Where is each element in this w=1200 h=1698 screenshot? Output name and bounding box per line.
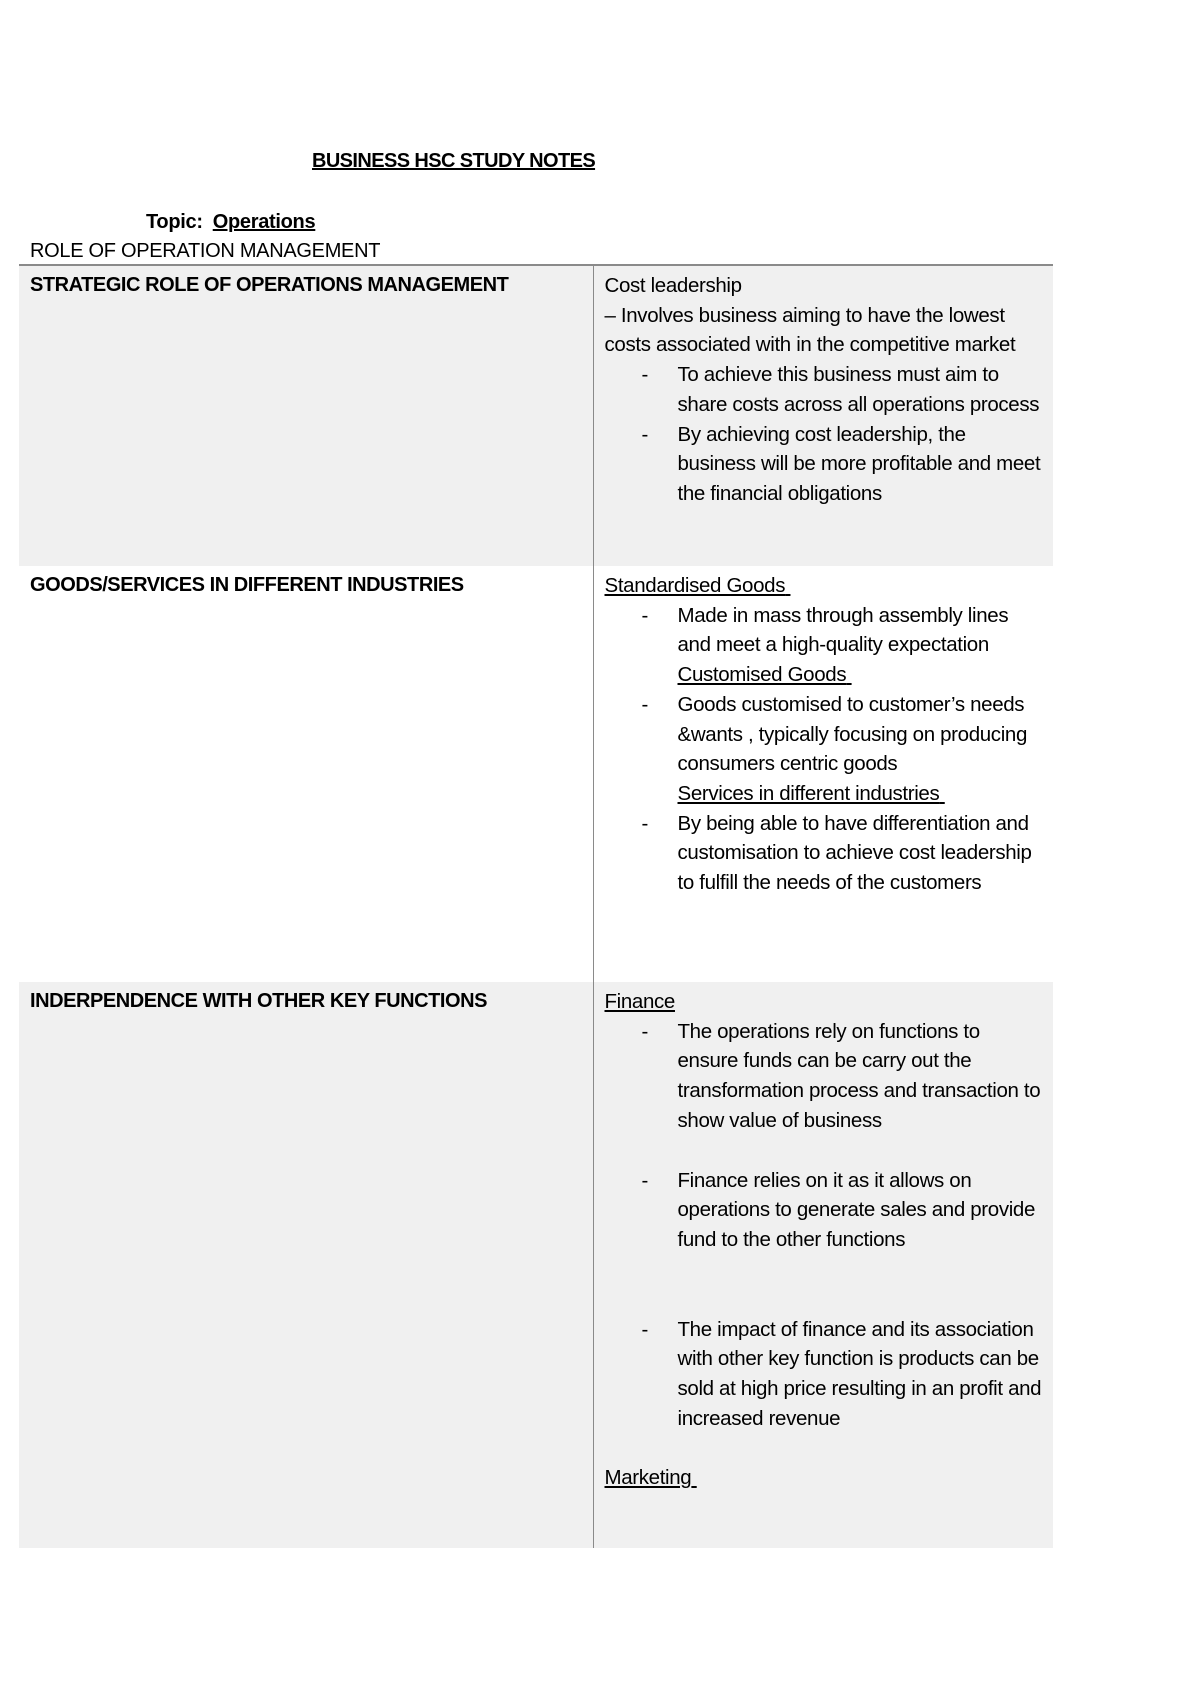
- subheading-services-in-different-industries: Services in different industries: [677, 781, 940, 805]
- bullet-list: [605, 601, 1044, 660]
- list-item: - To achieve this business must aim to share costs across all operations process: [605, 360, 1044, 419]
- notes-table: [19, 264, 1053, 1548]
- row-content: [593, 265, 1053, 566]
- row-heading: INDERPENDENCE WITH OTHER KEY FUNCTIONS: [19, 982, 593, 1548]
- topic-line: [146, 208, 321, 236]
- subheading-finance: Finance: [604, 990, 675, 1013]
- list-item: - By being able to have differentiation and customisation to achieve cost leadership to fulfill the needs of the customers: [605, 809, 1044, 898]
- section-heading: ROLE OF OPERATION MANAGEMENT: [30, 240, 381, 262]
- page-title: BUSINESS HSC STUDY NOTES: [312, 150, 596, 172]
- list-item: - Made in mass through assembly lines and meet a high-quality expectation: [605, 601, 1044, 660]
- list-item: - Finance relies on it as it allows on operations to generate sales and provide fund to the other functions: [605, 1166, 1044, 1255]
- bullet-list: [605, 690, 1044, 779]
- topic-value: Operations: [212, 211, 316, 233]
- subheading-customised-goods: Customised Goods: [677, 663, 847, 687]
- bullet-list: [605, 809, 1044, 898]
- row-heading: GOODS/SERVICES IN DIFFERENT INDUSTRIES: [19, 566, 593, 982]
- bullet-list: [605, 1315, 1044, 1434]
- row-content: [593, 566, 1053, 982]
- list-item: - Goods customised to customer’s needs &wants , typically focusing on producing consumers centric goods: [605, 690, 1044, 779]
- table-row-interdependence: [19, 982, 1053, 1548]
- bullet-list: [605, 360, 1044, 509]
- list-item: - By achieving cost leadership, the business will be more profitable and meet the financial obligations: [605, 420, 1044, 509]
- row-heading: STRATEGIC ROLE OF OPERATIONS MANAGEMENT: [19, 265, 593, 566]
- subheading-cost-leadership: Cost leadership: [604, 274, 742, 297]
- bullet-list: [605, 1017, 1044, 1136]
- row-content: [593, 982, 1053, 1548]
- bullet-list: [605, 1166, 1044, 1255]
- subheading-standardised-goods: Standardised Goods: [604, 574, 786, 597]
- list-item: - The impact of finance and its association with other key function is products can be sold at high price resulting in an profit and increased revenue: [605, 1315, 1044, 1434]
- intro-text: – Involves business aiming to have the lowest costs associated with in the competitive market: [604, 303, 1016, 357]
- subheading-marketing: Marketing: [604, 1466, 692, 1490]
- spacer: [605, 1433, 1044, 1463]
- list-item: - The operations rely on functions to ensure funds can be carry out the transformation process and transaction to show value of business: [605, 1017, 1044, 1136]
- spacer: [605, 1255, 1044, 1315]
- table-row-goods-services: [19, 566, 1053, 982]
- table-row-strategic-role: [19, 265, 1053, 566]
- topic-label: Topic:: [146, 211, 203, 233]
- spacer: [605, 1136, 1044, 1166]
